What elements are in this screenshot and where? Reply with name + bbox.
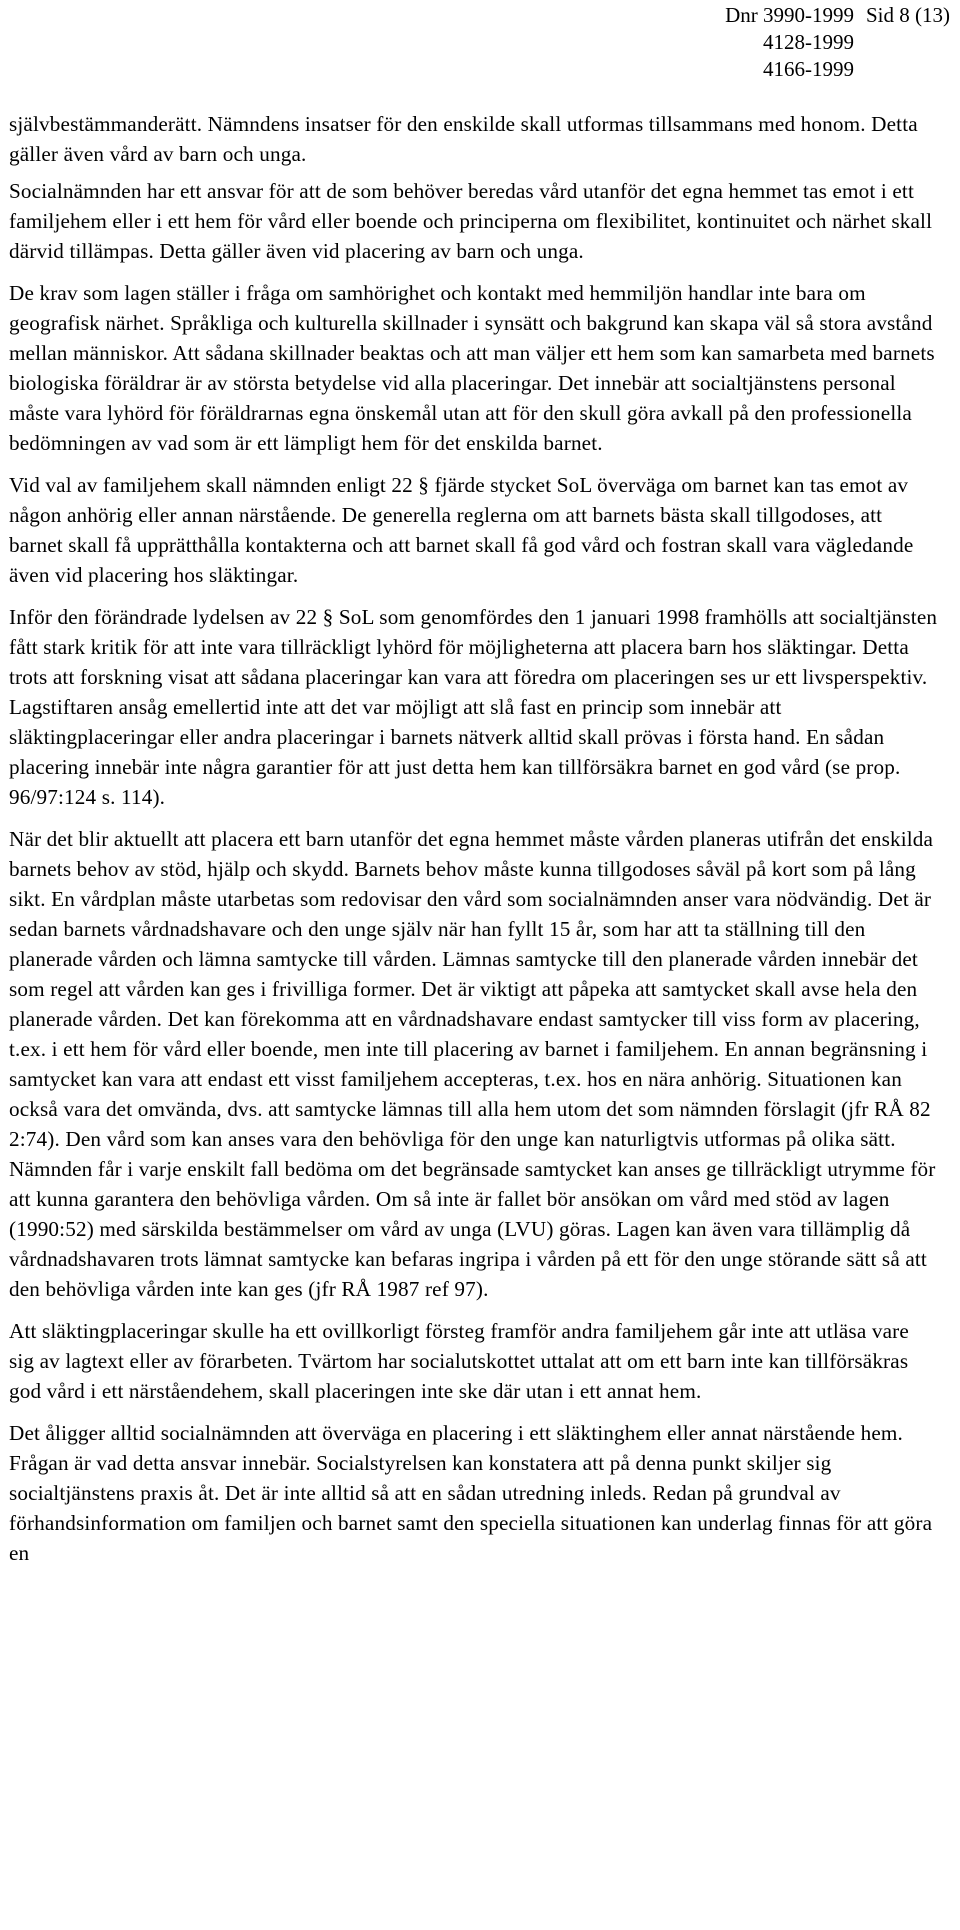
paragraph: Vid val av familjehem skall nämnden enligt 22 § fjärde stycket SoL överväga om barnet kan tas emot av någon anhörig eller annan närstående. De generella reglerna om att barnets bästa skall tillgodoses, att barnet skall få upprätthålla kontakterna och att barnet skall få god vård och fostran skall vara vägledande även vid placering hos släktingar.: [9, 473, 914, 587]
diary-number-line: Dnr 3990-1999: [725, 3, 854, 27]
diary-number-line: 4128-1999: [763, 30, 854, 54]
diary-number-block: [664, 2, 854, 83]
paragraph: Inför den förändrade lydelsen av 22 § SoL som genomfördes den 1 januari 1998 framhölls att socialtjänsten fått stark kritik för att inte vara tillräckligt lyhörd för möjligheterna att placera barn hos släktingar. Detta trots att forskning visat att sådana placeringar kan vara att föredra om placeringen ses ur ett livsperspektiv. Lagstiftaren ansåg emellertid inte att det var möjligt att slå fast en princip som innebär att släktingplaceringar eller andra placeringar i barnets nätverk alltid skall prövas i första hand. En sådan placering innebär inte några garantier för att just detta hem kan tillförsäkra barnet en god vård (se prop. 96/97:124 s. 114).: [9, 605, 938, 809]
diary-number-line: 4166-1999: [763, 57, 854, 81]
paragraph: Att släktingplaceringar skulle ha ett ovillkorligt försteg framför andra familjehem går inte att utläsa vare sig av lagtext eller av förarbeten. Tvärtom har socialutskottet uttalat att om ett barn inte kan tillförsäkras god vård i ett närståendehem, skall placeringen inte ske där utan i ett annat hem.: [9, 1319, 909, 1403]
paragraph: De krav som lagen ställer i fråga om samhörighet och kontakt med hemmiljön handlar inte bara om geografisk närhet. Språkliga och kulturella skillnader i synsätt och bakgrund kan skapa väl så stora avstånd mellan människor. Att sådana skillnader beaktas och att man väljer ett hem som kan samarbeta med barnets biologiska föräldrar är av största betydelse vid alla placeringar. Det innebär att socialtjänstens personal måste vara lyhörd för föräldrarnas egna önskemål utan att för den skull göra avkall på den professionella bedömningen av vad som är ett lämpligt hem för det enskilda barnet.: [9, 281, 935, 455]
paragraph: Det åligger alltid socialnämnden att överväga en placering i ett släktinghem eller annat närstående hem. Frågan är vad detta ansvar innebär. Socialstyrelsen kan konstatera att på denna punkt skiljer sig socialtjänstens praxis åt. Det är inte alltid så att en sådan utredning inleds. Redan på grundval av förhandsinformation om familjen och barnet samt den speciella situationen kan underlag finnas för att göra en: [9, 1421, 933, 1565]
page-number: Sid 8 (13): [866, 3, 950, 27]
paragraph: När det blir aktuellt att placera ett barn utanför det egna hemmet måste vården planeras utifrån det enskilda barnets behov av stöd, hjälp och skydd. Barnets behov måste kunna tillgodoses såväl på kort som på lång sikt. En vårdplan måste utarbetas som redovisar den vård som socialnämnden anser vara nödvändig. Det är sedan barnets vårdnadshavare och den unge själv när han fyllt 15 år, som har att ta ställning till den planerade vården och lämna samtycke till vården. Lämnas samtycke till den planerade vården innebär det som regel att vården kan ges i frivilliga former. Det är viktigt att påpeka att samtycket skall avse hela den planerade vården. Det kan förekomma att en vårdnadshavare endast samtycker till viss form av placering, t.ex. i ett hem för vård eller boende, men inte till placering av barnet i familjehem. En annan begränsning i samtycket kan vara att endast ett visst familjehem accepteras, t.ex. hos en nära anhörig. Situationen kan också vara det omvända, dvs. att samtycke lämnas till alla hem utom det som nämnden förslagit (jfr RÅ 82 2:74). Den vård som kan anses vara den behövliga för den unge kan naturligtvis utformas på olika sätt. Nämnden får i varje enskilt fall bedöma om det begränsade samtycket kan anses ge tillräckligt utrymme för att kunna garantera den behövliga vården. Om så inte är fallet bör ansökan om vård med stöd av lagen (1990:52) med särskilda bestämmelser om vård av unga (LVU) göras. Lagen kan även vara tillämplig då vårdnadshavaren trots lämnat samtycke kan befaras ingripa i vården på ett för den unge störande sätt så att den behövliga vården inte kan ges (jfr RÅ 1987 ref 97).: [9, 827, 936, 1301]
paragraph: självbestämmanderätt. Nämndens insatser för den enskilde skall utformas tillsammans med honom. Detta gäller även vård av barn och unga.: [9, 112, 918, 166]
paragraph: Socialnämnden har ett ansvar för att de som behöver beredas vård utanför det egna hemmet tas emot i ett familjehem eller i ett hem för vård eller boende och principerna om flexibilitet, kontinuitet och närhet skall därvid tillämpas. Detta gäller även vid placering av barn och unga.: [9, 179, 933, 263]
document-body: [9, 109, 939, 1580]
